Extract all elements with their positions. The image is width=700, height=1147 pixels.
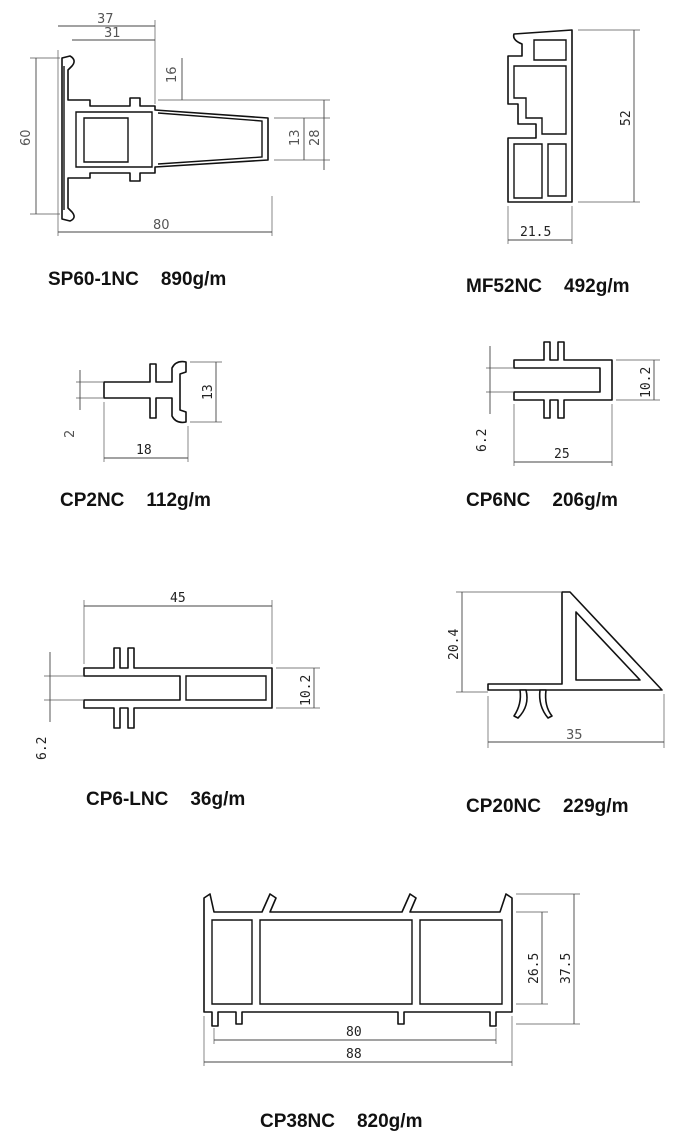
cp6nc-dim-10-2: 10.2	[639, 366, 654, 398]
cp2nc-dim-18: 18	[136, 443, 152, 458]
caption-mf52nc	[466, 276, 630, 298]
cp20nc-dim-20-4: 20.4	[447, 628, 462, 660]
cp2nc-dim-2: 2	[63, 429, 78, 438]
profile-code: CP38NC	[260, 1111, 335, 1132]
profile-code: CP6-LNC	[86, 789, 169, 810]
profile-code: CP20NC	[466, 796, 541, 817]
caption-cp20nc	[466, 796, 628, 818]
caption-cp38nc	[260, 1111, 422, 1133]
cp38nc-dim-80: 80	[346, 1025, 362, 1040]
sp60-dim-60: 60	[19, 129, 34, 146]
caption-cp2nc	[60, 490, 211, 512]
sp60-dim-28: 28	[308, 129, 323, 146]
profile-code: CP6NC	[466, 490, 531, 511]
profile-code: SP60-1NC	[48, 269, 139, 290]
profile-weight: 206g/m	[552, 490, 618, 511]
mf52nc-dim-52: 52	[619, 110, 634, 126]
cp6nc-dim-6-2: 6.2	[475, 428, 490, 452]
sp60-dim-37: 37	[97, 12, 114, 27]
caption-cp6nc	[466, 490, 618, 512]
cp20nc-dim-35: 35	[566, 728, 583, 743]
profile-cp38nc	[204, 894, 580, 1066]
caption-sp60-1nc	[48, 269, 226, 291]
profile-weight: 492g/m	[564, 276, 630, 297]
cp6nc-section	[514, 342, 612, 418]
cp2nc-dim-13: 13	[201, 384, 216, 400]
cp38nc-dim-88: 88	[346, 1047, 362, 1062]
profile-code: MF52NC	[466, 276, 543, 297]
sp60-dim-31: 31	[104, 26, 121, 41]
profile-sp60-1nc	[19, 12, 330, 236]
mf52nc-dim-21-5: 21.5	[520, 225, 552, 240]
profile-weight: 890g/m	[160, 269, 227, 290]
profile-weight: 820g/m	[356, 1111, 423, 1132]
cp6-lnc-dim-45: 45	[170, 591, 186, 606]
sp60-dim-80: 80	[153, 218, 170, 233]
profile-cp6-lnc	[35, 591, 320, 760]
cp38nc-section	[204, 894, 512, 1026]
cp20nc-section	[488, 592, 662, 690]
cp20nc-clips	[514, 690, 552, 718]
sp60-dim-16: 16	[165, 66, 180, 83]
profile-cp20nc	[447, 592, 664, 748]
cp2nc-section	[104, 362, 186, 423]
profile-code: CP2NC	[60, 490, 125, 511]
cp6-lnc-section	[84, 648, 272, 728]
cp6nc-dim-25: 25	[554, 447, 570, 462]
profile-cp6nc	[475, 342, 660, 466]
profile-weight: 112g/m	[146, 490, 211, 511]
profile-mf52nc	[508, 30, 640, 244]
cp6-lnc-dim-6-2: 6.2	[35, 736, 50, 760]
caption-cp6-lnc	[86, 789, 245, 811]
cp38nc-dim-26-5: 26.5	[527, 952, 542, 984]
mf52nc-section	[508, 30, 572, 202]
cp38nc-dim-37-5: 37.5	[559, 952, 574, 984]
sp60-dim-13: 13	[288, 129, 303, 146]
profile-weight: 36g/m	[190, 789, 246, 810]
cp6-lnc-dim-10-2: 10.2	[299, 674, 314, 706]
profile-cp2nc	[63, 362, 222, 462]
profile-weight: 229g/m	[562, 796, 629, 817]
